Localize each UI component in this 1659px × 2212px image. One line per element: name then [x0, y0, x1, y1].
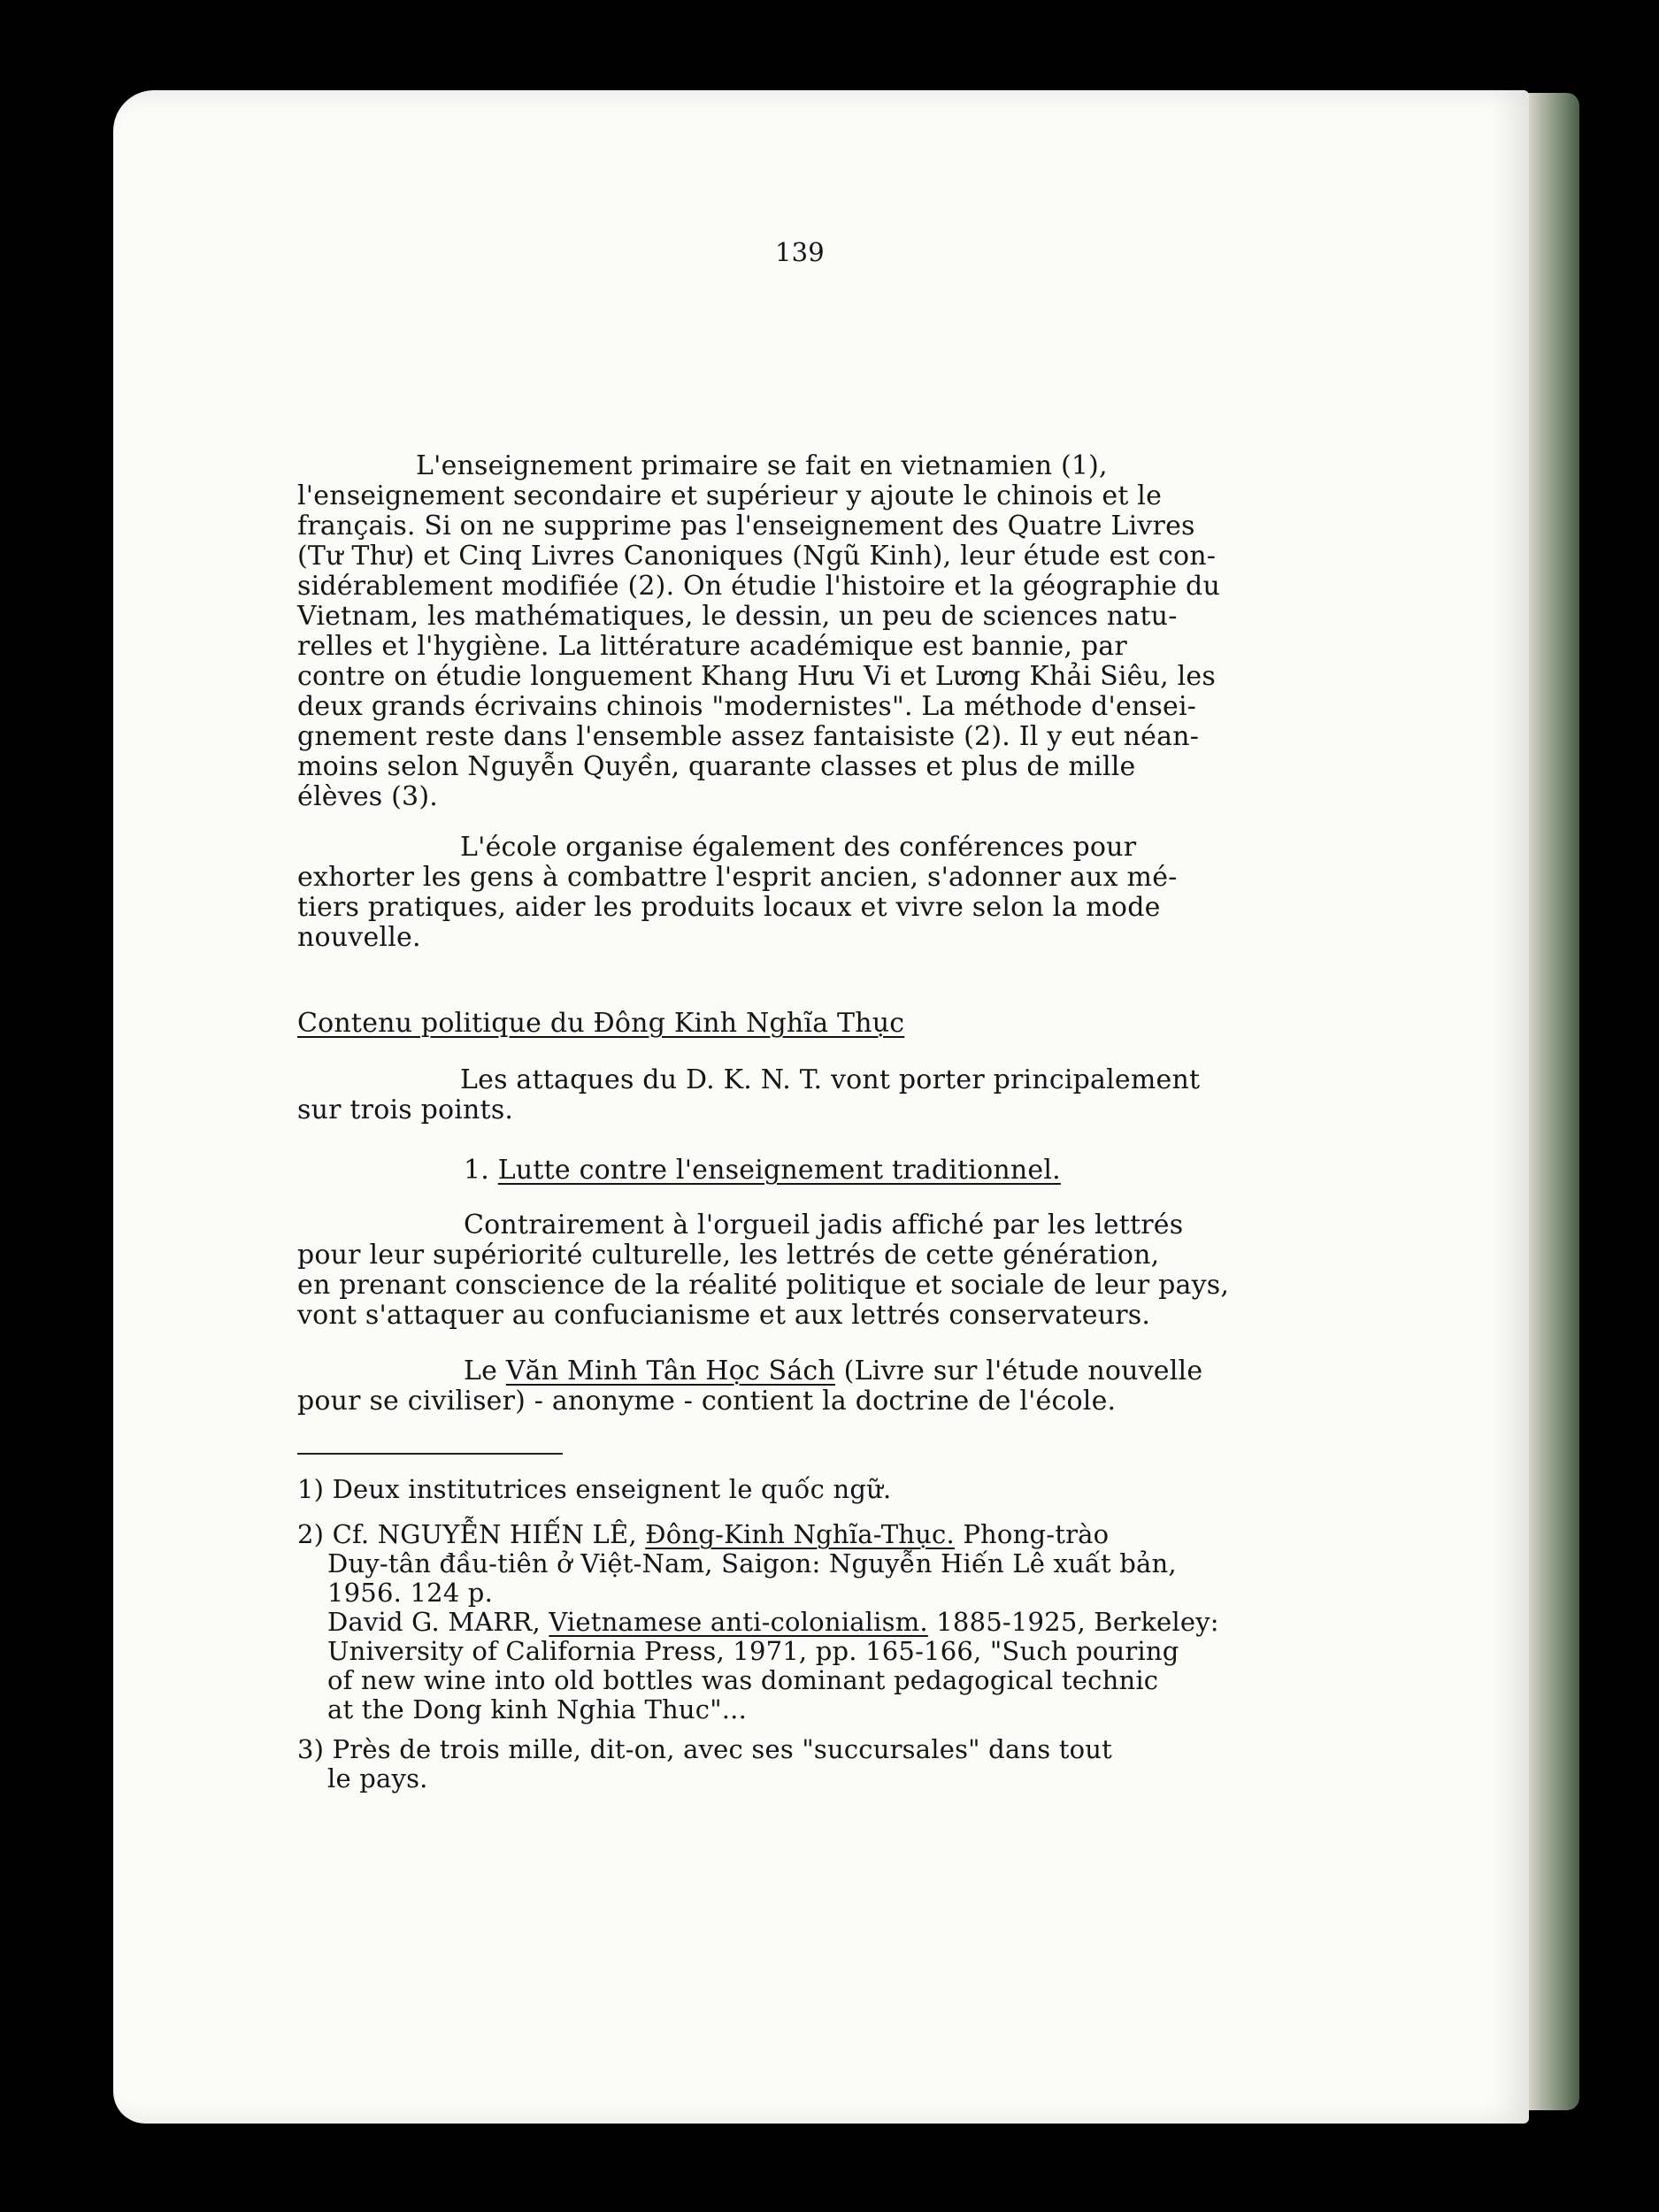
citation-title: Đông-Kinh Nghĩa-Thục. — [645, 1519, 955, 1549]
text-line: 1956. 124 p. — [327, 1578, 493, 1608]
text-line — [464, 1356, 1202, 1386]
text-line: gnement reste dans l'ensemble assez fantaisiste (2). Il y eut néan- — [297, 721, 1200, 752]
text-line: sur trois points. — [297, 1094, 514, 1125]
footnote-2 — [297, 1519, 1109, 1549]
point-number: 1. — [464, 1155, 490, 1186]
text-line: (Tư Thư) et Cinq Livres Canoniques (Ngũ Kinh), leur étude est con- — [297, 541, 1217, 572]
text-line: sidérablement modifiée (2). On étudie l'histoire et la géographie du — [297, 571, 1220, 602]
text-fragment: Le — [464, 1356, 506, 1386]
text-line: exhorter les gens à combattre l'esprit ancien, s'adonner aux mé- — [297, 862, 1178, 893]
footnote-3: 3) Près de trois mille, dit-on, avec ses "succursales" dans tout — [297, 1734, 1112, 1764]
text-fragment: 2) Cf. NGUYỄN HIẾN LÊ, — [297, 1519, 646, 1549]
text-line: nouvelle. — [297, 922, 421, 953]
footnote-1: 1) Deux institutrices enseignent le quốc ngữ. — [297, 1474, 892, 1504]
text-line: élèves (3). — [297, 781, 438, 812]
book-title: Văn Minh Tân Học Sách — [505, 1356, 835, 1386]
text-line: l'enseignement secondaire et supérieur y ajoute le chinois et le — [297, 480, 1163, 511]
point-title: Lutte contre l'enseignement traditionnel. — [497, 1155, 1061, 1186]
text-line: en prenant conscience de la réalité politique et sociale de leur pays, — [297, 1270, 1230, 1301]
text-line: University of California Press, 1971, pp. 165-166, "Such pouring — [327, 1636, 1179, 1666]
section-heading: Contenu politique du Đông Kinh Nghĩa Thục — [297, 1008, 905, 1039]
text-line: contre on étudie longuement Khang Hưu Vi et Lương Khải Siêu, les — [297, 661, 1216, 692]
citation-title: Vietnamese anti-colonialism. — [549, 1607, 928, 1637]
text-line: Duy-tân đầu-tiên ở Việt-Nam, Saigon: Nguyễn Hiến Lê xuất bản, — [327, 1548, 1177, 1578]
text-line: of new wine into old bottles was dominant pedagogical technic — [327, 1665, 1159, 1695]
text-line: le pays. — [327, 1763, 428, 1793]
text-fragment: (Livre sur l'étude nouvelle — [834, 1356, 1203, 1386]
footnote-2-citation-2 — [327, 1607, 1219, 1637]
text-line: pour se civiliser) - anonyme - contient la doctrine de l'école. — [297, 1386, 1117, 1417]
text-line: relles et l'hygiène. La littérature académique est bannie, par — [297, 631, 1127, 662]
text-line: deux grands écrivains chinois "modernistes". La méthode d'ensei- — [297, 691, 1197, 722]
text-line: pour leur supériorité culturelle, les lettrés de cette génération, — [297, 1240, 1160, 1271]
text-line: français. Si on ne supprime pas l'enseignement des Quatre Livres — [297, 511, 1195, 541]
text-line: L'enseignement primaire se fait en vietnamien (1), — [416, 450, 1108, 481]
text-line: tiers pratiques, aider les produits locaux et vivre selon la mode — [297, 892, 1161, 923]
text-line: vont s'attaquer au confucianisme et aux lettrés conservateurs. — [297, 1300, 1151, 1331]
text-line: Les attaques du D. K. N. T. vont porter principalement — [460, 1064, 1201, 1095]
text-line: Contrairement à l'orgueil jadis affiché par les lettrés — [464, 1210, 1184, 1240]
text-line: Vietnam, les mathématiques, le dessin, un peu de sciences natu- — [297, 601, 1178, 632]
text-fragment: Phong-trào — [954, 1519, 1110, 1549]
text-line: L'école organise également des conférences pour — [460, 832, 1137, 863]
text-line: at the Dong kinh Nghia Thuc"... — [327, 1694, 747, 1724]
footnote-separator — [297, 1453, 563, 1455]
text-fragment: David G. MARR, — [327, 1607, 549, 1637]
text-line: moins selon Nguyễn Quyền, quarante classes et plus de mille — [297, 751, 1136, 782]
page-number: 139 — [775, 237, 825, 267]
text-fragment: 1885-1925, Berkeley: — [927, 1607, 1219, 1637]
point-heading — [464, 1155, 1061, 1186]
